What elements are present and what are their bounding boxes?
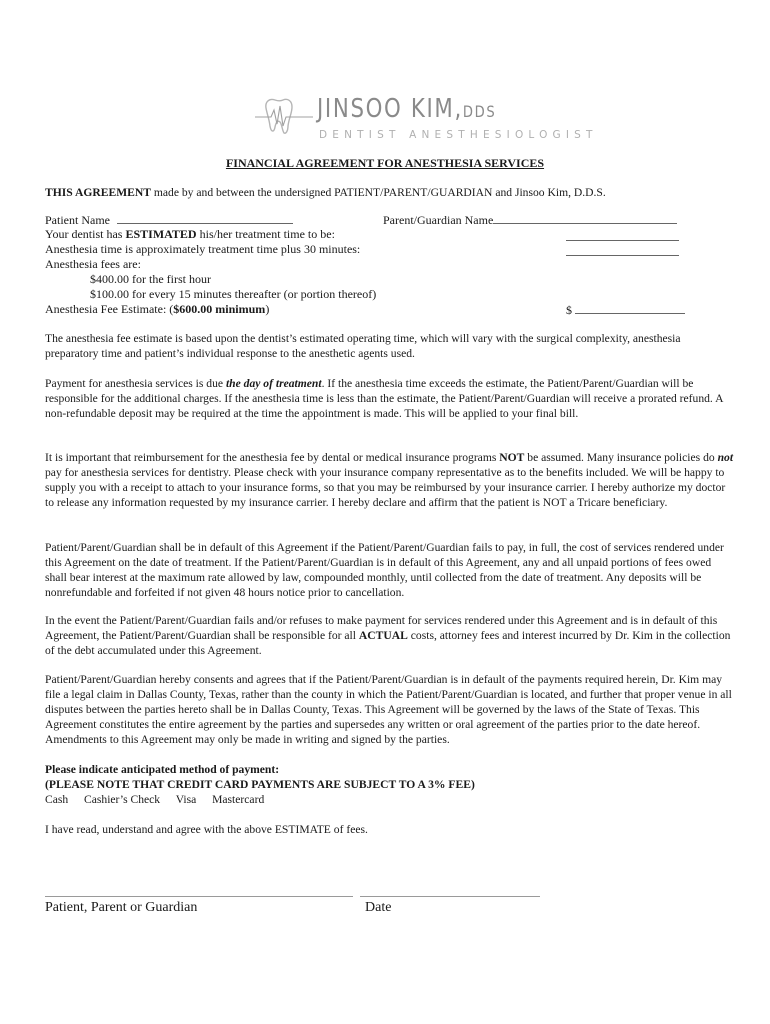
agreement-intro: THIS AGREEMENT made by and between the undersigned PATIENT/PARENT/GUARDIAN and Jinsoo Kim, D.D.S. [45, 186, 606, 199]
payment-option-mastercard[interactable]: Mastercard [212, 793, 265, 806]
patient-name-field[interactable] [117, 212, 293, 224]
signer-signature-line[interactable] [45, 896, 353, 897]
fee-estimate-label: Anesthesia Fee Estimate: ($600.00 minimum) [45, 302, 270, 316]
fees-label: Anesthesia fees are: [45, 257, 141, 271]
estimated-time-field[interactable] [566, 229, 679, 241]
paragraph-fee-basis: The anesthesia fee estimate is based upon the dentist’s estimated operating time, which will vary with the surgical complexity, anesthesia preparatory time and patient’s individual response to the anesthetic agents used. [45, 332, 681, 360]
acknowledgement: I have read, understand and agree with the above ESTIMATE of fees. [45, 823, 368, 836]
fee-first-hour: $400.00 for the first hour [90, 272, 211, 286]
anesthesia-time-field[interactable] [566, 244, 679, 256]
credit-card-fee-note: (PLEASE NOTE THAT CREDIT CARD PAYMENTS ARE SUBJECT TO A 3% FEE) [45, 778, 475, 791]
fee-estimate-field[interactable] [575, 302, 685, 314]
paragraph-insurance: It is important that reimbursement for the anesthesia fee by dental or medical insurance programs NOT be assumed. Many insurance policies do not pay for anesthesia services for dentistry. Please check with your insurance company representative as to the benefits included. We will be happy to supply you with a receipt to attach to your insurance forms, so that you may be reimbursed by your insurance carrier. I hereby authorize my doctor to release any information requested by my insurance carrier. I hereby declare and affirm that the patient is NOT a Tricare beneficiary. [45, 451, 734, 509]
practice-name: JINSOO KIM,DDS [317, 94, 497, 124]
payment-option-visa[interactable]: Visa [175, 793, 197, 806]
guardian-name-row [383, 212, 677, 228]
paragraph-legal-venue: Patient/Parent/Guardian hereby consents and agrees that if the Patient/Parent/Guardian is in default of the payments required herein, Dr. Kim may file a legal claim in Dallas County, Texas, rather than the county in which the Patient/Parent/Guardian is located, and further that proper venue in all disputes between the parties hereto shall be in Dallas County, Texas. This Agreement will be governed by the laws of the State of Texas. This Agreement constitutes the entire agreement by the parties and supersedes any written or oral agreement of the parties prior to the date hereof. Amendments to this Agreement may only be made in writing and signed by the parties. [45, 673, 732, 746]
paragraph-default: Patient/Parent/Guardian shall be in default of this Agreement if the Patient/Parent/Guardian fails to pay, in full, the cost of services rendered under this Agreement on the date of treatment. If the Patient/Parent/Guardian is in default of this Agreement, any and all unpaid portions of fees owed shall bear interest at the maximum rate allowed by law, compounded monthly, until collected from the date of treatment. Any deposits will be nonrefundable and forfeited if not given 48 hours notice prior to cancellation. [45, 541, 724, 599]
patient-name-row [45, 212, 293, 228]
estimated-time-label: Your dentist has ESTIMATED his/her treatment time to be: [45, 227, 335, 241]
fee-estimate-row [566, 302, 685, 318]
practice-subtitle: DENTIST ANESTHESIOLOGIST [319, 129, 598, 141]
payment-option-cashiers-check[interactable]: Cashier’s Check [84, 793, 161, 806]
fee-each-15-minutes: $100.00 for every 15 minutes thereafter (or portion thereof) [90, 287, 377, 301]
practice-logo [255, 94, 598, 150]
patient-name-label: Patient Name [45, 213, 110, 227]
dollar-sign: $ [566, 303, 572, 317]
payment-methods [45, 792, 264, 807]
date-label: Date [365, 900, 392, 915]
paragraph-payment-due: Payment for anesthesia services is due the day of treatment. If the anesthesia time exceeds the estimate, the Patient/Parent/Guardian will be responsible for the additional charges. If the anesthesia time is less than the estimate, the Patient/Parent/Guardian will receive a prorated refund. A non-refundable deposit may be required at the time the appointment is made. This will be applied to your final bill. [45, 377, 723, 420]
guardian-name-label: Parent/Guardian Name [383, 213, 494, 227]
date-signature-line[interactable] [360, 896, 540, 897]
payment-option-cash[interactable]: Cash [45, 793, 69, 806]
tooth-heartbeat-icon [255, 96, 313, 136]
practice-credential: DDS [462, 102, 497, 121]
anesthesia-time-label: Anesthesia time is approximately treatment time plus 30 minutes: [45, 242, 361, 256]
payment-method-heading: Please indicate anticipated method of payment: [45, 763, 280, 776]
document-title: FINANCIAL AGREEMENT FOR ANESTHESIA SERVICES [225, 156, 545, 170]
signer-label: Patient, Parent or Guardian [45, 900, 198, 915]
paragraph-collection: In the event the Patient/Parent/Guardian fails and/or refuses to make payment for services rendered under this Agreement and is in default of this Agreement, the Patient/Parent/Guardian shall be responsible for all ACTUAL costs, attorney fees and interest incurred by Dr. Kim in the collection of the debt accumulated under this Agreement. [45, 614, 731, 657]
guardian-name-field[interactable] [493, 212, 677, 224]
